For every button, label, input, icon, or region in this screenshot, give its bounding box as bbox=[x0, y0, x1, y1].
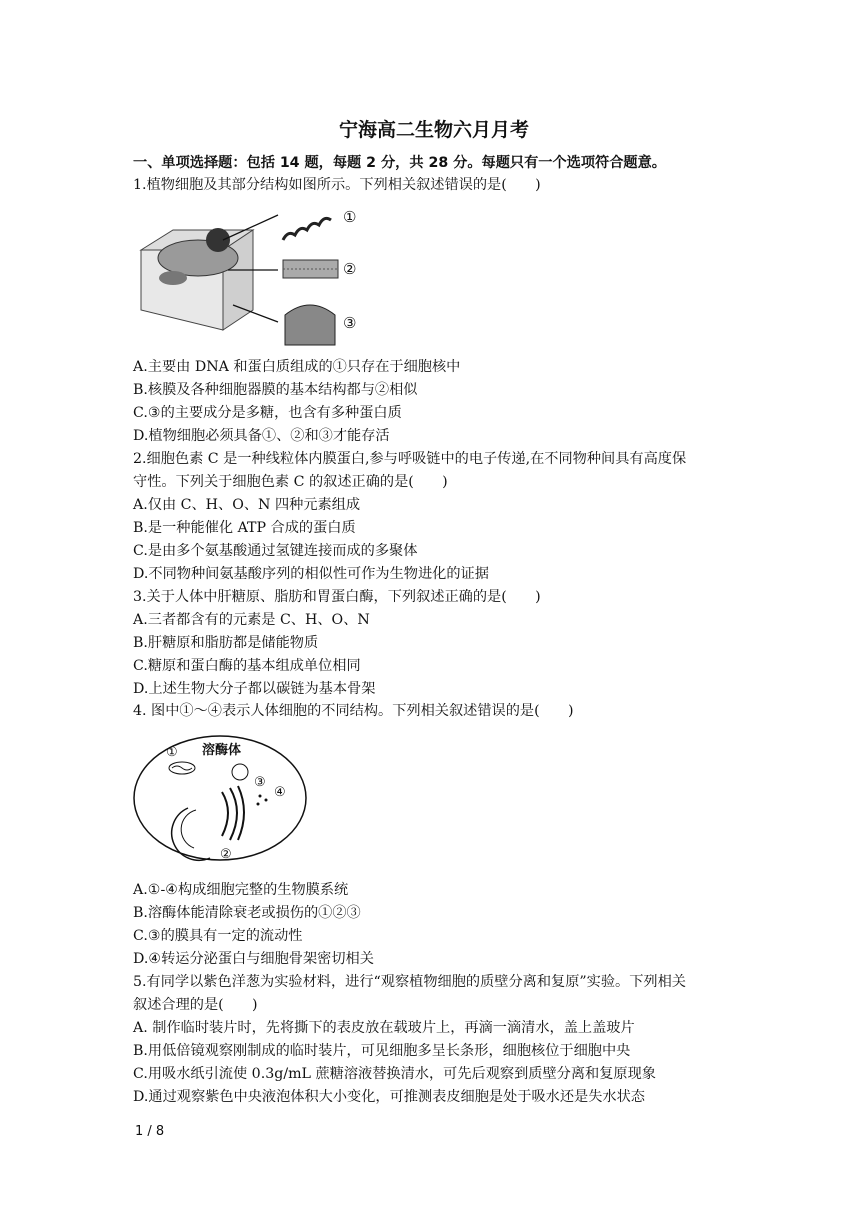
animal-cell-figure bbox=[130, 730, 310, 865]
fig1-label-2: ② bbox=[343, 260, 357, 278]
q1-stem: 1.植物细胞及其部分结构如图所示。下列相关叙述错误的是( ) bbox=[133, 177, 541, 193]
q1-option-c: C.③的主要成分是多糖，也含有多种蛋白质 bbox=[133, 405, 402, 421]
q1-option-a: A.主要由 DNA 和蛋白质组成的①只存在于细胞核中 bbox=[133, 359, 461, 375]
plant-cell-figure bbox=[133, 200, 373, 350]
section-heading: 一、单项选择题：包括 14 题，每题 2 分，共 28 分。每题只有一个选项符合题意。 bbox=[133, 155, 666, 171]
q3-option-d: D.上述生物大分子都以碳链为基本骨架 bbox=[133, 681, 376, 697]
q5-option-c: C.用吸水纸引流使 0.3g/mL 蔗糖溶液替换清水，可先后观察到质壁分离和复原现象 bbox=[133, 1066, 656, 1082]
fig2-label-1: ① bbox=[166, 745, 178, 760]
q3-option-b: B.肝糖原和脂肪都是储能物质 bbox=[133, 635, 319, 651]
q4-option-d: D.④转运分泌蛋白与细胞骨架密切相关 bbox=[133, 951, 374, 967]
q2-option-a: A.仅由 C、H、O、N 四种元素组成 bbox=[133, 497, 361, 513]
q4-option-b: B.溶酶体能清除衰老或损伤的①②③ bbox=[133, 905, 361, 921]
page-number: 1 / 8 bbox=[135, 1124, 165, 1139]
fig2-label-3: ③ bbox=[254, 775, 266, 790]
fig2-label-lysosome: 溶酶体 bbox=[202, 743, 242, 758]
fig1-label-3: ③ bbox=[343, 314, 357, 332]
q3-option-c: C.糖原和蛋白酶的基本组成单位相同 bbox=[133, 658, 361, 674]
q3-stem: 3.关于人体中肝糖原、脂肪和胃蛋白酶，下列叙述正确的是( ) bbox=[133, 589, 541, 605]
q5-stem-line1: 5.有同学以紫色洋葱为实验材料，进行“观察植物细胞的质壁分离和复原”实验。下列相关 bbox=[133, 974, 686, 990]
q5-option-a: A. 制作临时装片时，先将撕下的表皮放在载玻片上，再滴一滴清水，盖上盖玻片 bbox=[133, 1020, 635, 1036]
q2-stem-line1: 2.细胞色素 C 是一种线粒体内膜蛋白,参与呼吸链中的电子传递,在不同物种间具有高度保 bbox=[133, 451, 687, 467]
page-title: 宁海高二生物六月月考 bbox=[338, 119, 529, 141]
q4-stem: 4. 图中①～④表示人体细胞的不同结构。下列相关叙述错误的是( ) bbox=[133, 703, 574, 719]
fig2-label-2: ② bbox=[220, 847, 232, 862]
q2-option-b: B.是一种能催化 ATP 合成的蛋白质 bbox=[133, 520, 356, 536]
q5-option-d: D.通过观察紫色中央液泡体积大小变化，可推测表皮细胞是处于吸水还是失水状态 bbox=[133, 1089, 645, 1105]
q2-option-d: D.不同物种间氨基酸序列的相似性可作为生物进化的证据 bbox=[133, 566, 489, 582]
q2-option-c: C.是由多个氨基酸通过氢键连接而成的多聚体 bbox=[133, 543, 418, 559]
fig1-label-1: ① bbox=[343, 208, 357, 226]
fig2-label-4: ④ bbox=[274, 785, 286, 800]
q4-option-a: A.①-④构成细胞完整的生物膜系统 bbox=[133, 882, 349, 898]
q5-option-b: B.用低倍镜观察刚制成的临时装片，可见细胞多呈长条形，细胞核位于细胞中央 bbox=[133, 1043, 631, 1059]
q4-option-c: C.③的膜具有一定的流动性 bbox=[133, 928, 303, 944]
q3-option-a: A.三者都含有的元素是 C、H、O、N bbox=[133, 612, 370, 628]
q1-option-b: B.核膜及各种细胞器膜的基本结构都与②相似 bbox=[133, 382, 418, 398]
q5-stem-line2: 叙述合理的是( ) bbox=[133, 997, 258, 1013]
q2-stem-line2: 守性。下列关于细胞色素 C 的叙述正确的是( ) bbox=[133, 474, 448, 490]
q1-option-d: D.植物细胞必须具备①、②和③才能存活 bbox=[133, 428, 390, 444]
